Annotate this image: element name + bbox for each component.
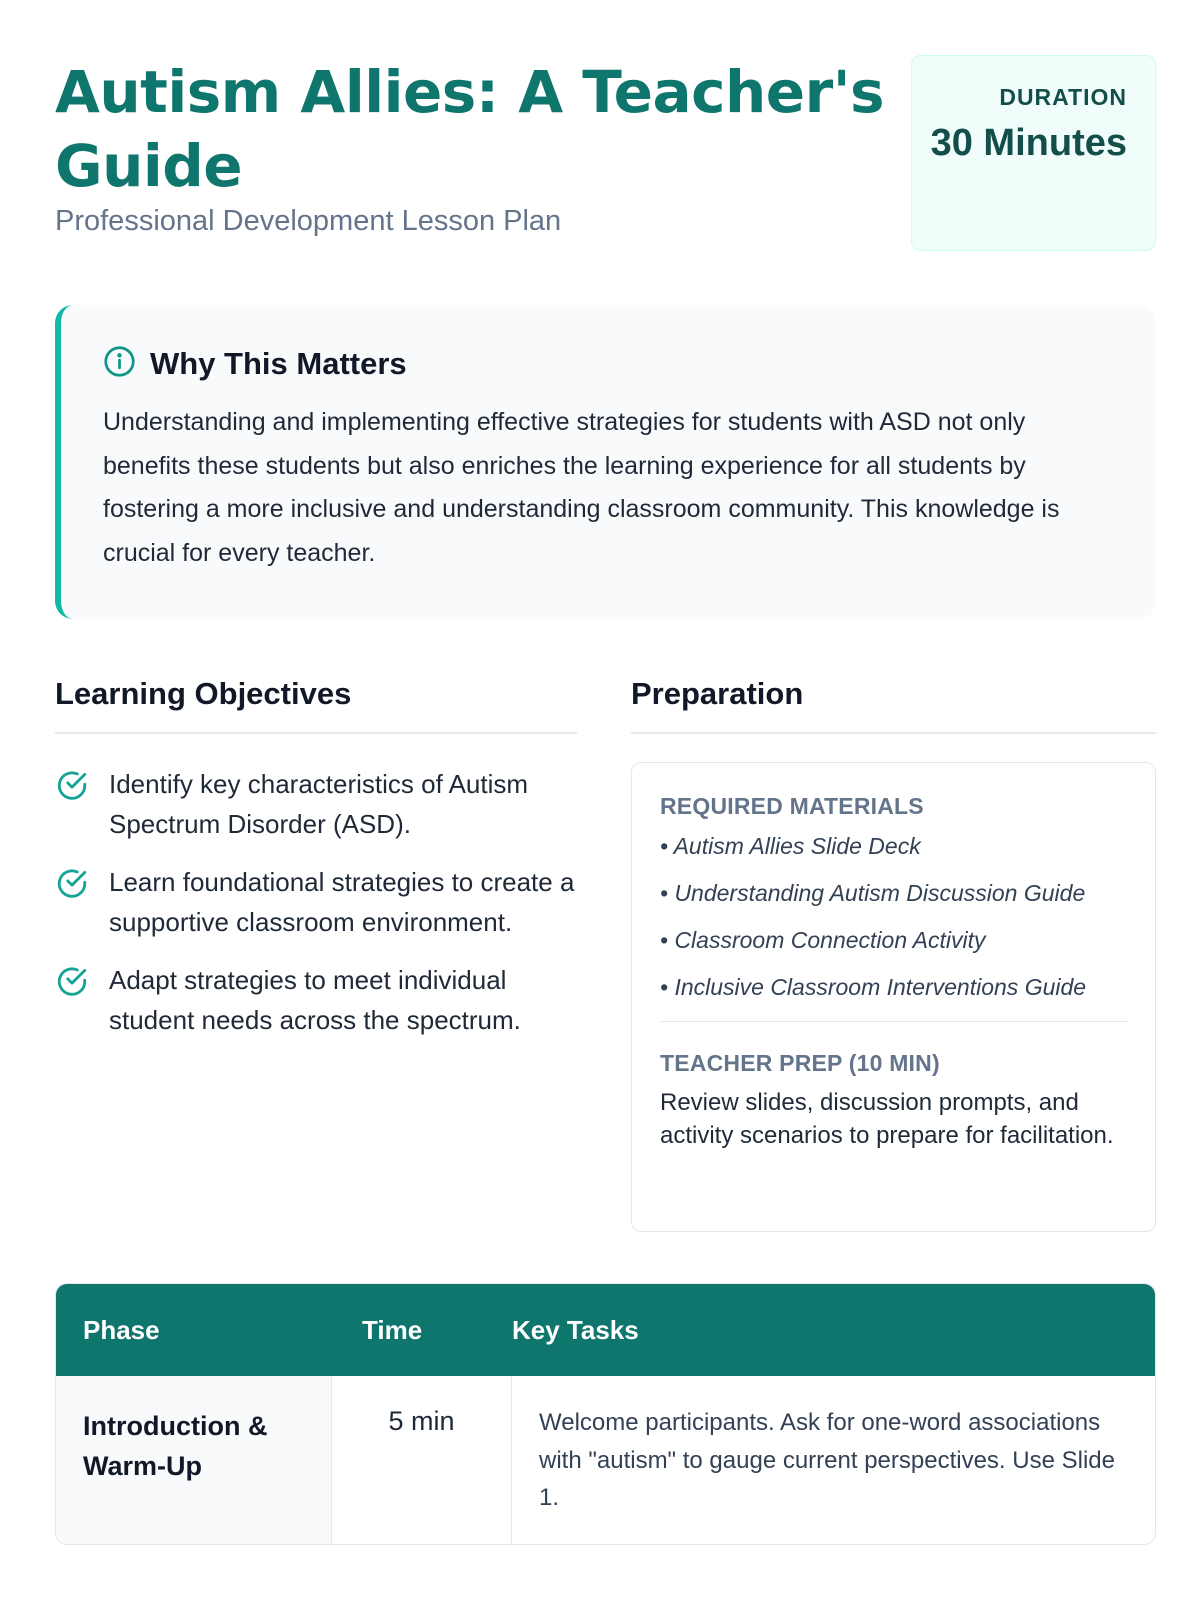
check-circle-icon: [55, 964, 89, 998]
page-title: Autism Allies: A Teacher's Guide: [55, 58, 885, 200]
duration-label: DURATION: [999, 84, 1127, 110]
objectives-list: [55, 764, 577, 1040]
check-circle-icon: [55, 768, 89, 802]
column-header-phase: Phase: [83, 1314, 160, 1345]
preparation-card: [631, 762, 1156, 1232]
teacher-prep-text: Review slides, discussion prompts, and activity scenarios to prepare for facilitation.: [660, 1089, 1114, 1149]
material-item: • Understanding Autism Discussion Guide: [660, 880, 1086, 906]
cell-tasks: Welcome participants. Ask for one-word associations with "autism" to gauge current perspectives. Use Slide 1.: [539, 1409, 1115, 1511]
list-item: [55, 960, 577, 1040]
material-item: • Inclusive Classroom Interventions Guide: [660, 974, 1087, 1000]
preparation-section: [631, 676, 1156, 1232]
preparation-title: Preparation: [631, 676, 1156, 734]
header: [55, 55, 1156, 255]
duration-value: 30 Minutes: [930, 122, 1127, 164]
list-item: [55, 862, 577, 942]
divider: [660, 1021, 1129, 1022]
objectives-title: Learning Objectives: [55, 676, 577, 734]
column-header-time: Time: [362, 1314, 423, 1345]
table-header: [56, 1284, 1155, 1376]
teacher-prep-label: TEACHER PREP (10 MIN): [660, 1050, 940, 1076]
duration-badge: [911, 55, 1156, 251]
page-subtitle: Professional Development Lesson Plan: [55, 205, 562, 237]
cell-phase: Introduction & Warm-Up: [56, 1376, 332, 1544]
lesson-phases-table: [55, 1283, 1156, 1545]
material-item: • Classroom Connection Activity: [660, 927, 986, 953]
objective-text: Learn foundational strategies to create a supportive classroom environment.: [109, 867, 575, 937]
check-circle-icon: [55, 866, 89, 900]
learning-objectives-section: [55, 676, 577, 1058]
material-item: • Autism Allies Slide Deck: [660, 833, 921, 859]
info-icon: [103, 345, 136, 383]
objective-text: Identify key characteristics of Autism Spectrum Disorder (ASD).: [109, 769, 529, 839]
objective-text: Adapt strategies to meet individual student needs across the spectrum.: [109, 965, 521, 1035]
column-header-key-tasks: Key Tasks: [512, 1314, 639, 1345]
cell-time: 5 min: [332, 1376, 512, 1544]
materials-list: [660, 832, 1129, 1001]
why-title: Why This Matters: [150, 346, 407, 381]
table-row: [56, 1376, 1155, 1544]
why-this-matters-box: [55, 305, 1156, 619]
why-header: [103, 345, 1116, 383]
why-text: Understanding and implementing effective strategies for students with ASD not only benefits these students but also enriches the learning experience for all students by fostering a more inclusive and understanding classroom community. This knowledge is crucial for every teacher.: [103, 408, 1060, 567]
list-item: [55, 764, 577, 844]
materials-label: REQUIRED MATERIALS: [660, 793, 924, 819]
